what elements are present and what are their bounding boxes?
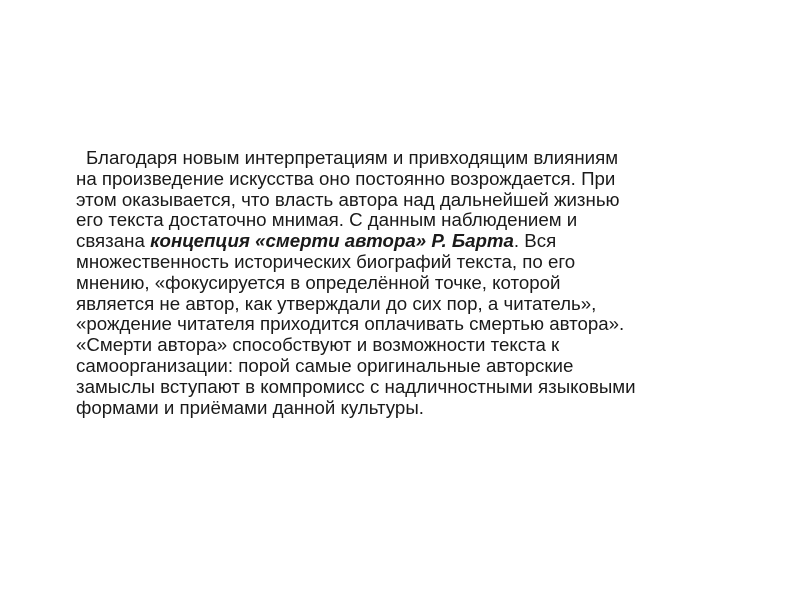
- text-line: формами и приёмами данной культуры.: [76, 396, 424, 418]
- text-line: множественность исторических биографий текста, по его: [76, 250, 576, 272]
- text-line: замыслы вступают в компромисс с надличностными языковыми: [76, 375, 636, 397]
- text-line: его текста достаточно мнимая. С данным наблюдением и: [76, 209, 578, 231]
- text-line: самоорганизации: порой самые оригинальные авторские: [76, 354, 574, 376]
- text-line: этом оказывается, что власть автора над дальнейшей жизнью: [76, 188, 620, 210]
- text-line: на произведение искусства оно постоянно возрождается. При: [76, 167, 616, 189]
- text-line-with-emphasis: [76, 231, 756, 252]
- text-line: Благодаря новым интерпретациям и привходящим влияниям: [86, 147, 619, 168]
- emphasized-concept: концепция «смерти автора» Р. Барта: [150, 230, 514, 252]
- text-line: мнению, «фокусируется в определённой точке, которой: [76, 271, 561, 293]
- body-paragraph: [76, 148, 756, 418]
- text-fragment: . Вся: [513, 230, 557, 252]
- text-line: «Смерти автора» способствуют и возможности текста к: [76, 334, 560, 356]
- text-line: «рождение читателя приходится оплачивать смертью автора».: [76, 313, 625, 335]
- text-fragment: связана: [76, 230, 151, 252]
- text-line: является не автор, как утверждали до сих пор, а читатель»,: [76, 292, 597, 314]
